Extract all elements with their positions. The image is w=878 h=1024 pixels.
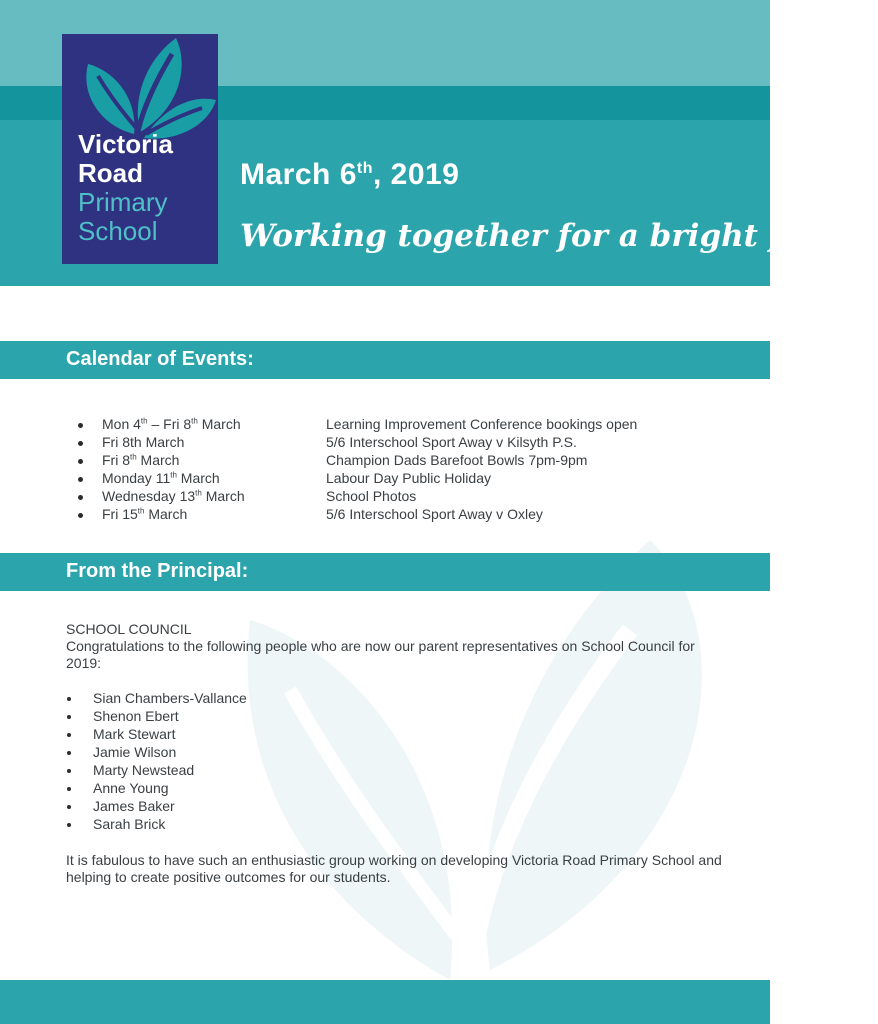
logo-line-3: Primary: [78, 187, 168, 217]
date-ordinal: th: [356, 160, 373, 177]
school-motto: Working together for a bright future: [240, 218, 878, 254]
event-date: Fri 8th March: [102, 434, 185, 450]
council-member: Marty Newstead: [66, 762, 726, 780]
event-date: Mon 4th – Fri 8th March: [102, 416, 241, 432]
principal-heading-band: [0, 553, 770, 591]
leaves-icon: [62, 34, 218, 144]
council-member: Shenon Ebert: [66, 708, 726, 726]
school-logo: [62, 34, 218, 264]
event-date: Monday 11th March: [102, 470, 220, 486]
event-item: [80, 506, 740, 524]
event-description: Learning Improvement Conference bookings open: [326, 416, 638, 432]
principal-heading: From the Principal:: [66, 560, 249, 582]
event-description: Labour Day Public Holiday: [326, 470, 491, 486]
newsletter-date: [240, 158, 459, 192]
event-description: School Photos: [326, 488, 417, 504]
event-item: [80, 488, 740, 506]
principal-closing: It is fabulous to have such an enthusiastic group working on developing Victoria Road Primary School and helping to create positive outcomes for our students.: [66, 852, 722, 885]
event-item: [80, 434, 740, 452]
council-member: Jamie Wilson: [66, 744, 726, 762]
logo-line-1: Victoria: [78, 129, 173, 159]
logo-line-4: School: [78, 216, 158, 246]
principal-content: [66, 621, 726, 886]
council-member: Mark Stewart: [66, 726, 726, 744]
council-subheading: SCHOOL COUNCIL: [66, 621, 192, 637]
event-item: [80, 416, 740, 434]
calendar-heading: Calendar of Events:: [66, 348, 254, 370]
council-member: Sian Chambers-Vallance: [66, 690, 726, 708]
events-list: [80, 416, 740, 524]
footer-band: [0, 980, 770, 1024]
calendar-heading-band: [0, 341, 770, 379]
date-main: March 6: [240, 158, 357, 191]
event-description: 5/6 Interschool Sport Away v Oxley: [326, 506, 543, 522]
event-date: Fri 8th March: [102, 452, 180, 468]
council-intro: Congratulations to the following people who are now our parent representatives on School Council for 2019:: [66, 638, 695, 671]
council-member: Anne Young: [66, 780, 726, 798]
logo-line-2: Road: [78, 158, 143, 188]
council-members-list: [66, 690, 726, 834]
event-description: Champion Dads Barefoot Bowls 7pm-9pm: [326, 452, 588, 468]
event-date: Fri 15th March: [102, 506, 188, 522]
school-name: [78, 130, 173, 246]
event-item: [80, 452, 740, 470]
event-description: 5/6 Interschool Sport Away v Kilsyth P.S.: [326, 434, 577, 450]
date-year: , 2019: [373, 158, 460, 191]
council-member: Sarah Brick: [66, 816, 726, 834]
event-date: Wednesday 13th March: [102, 488, 245, 504]
council-member: James Baker: [66, 798, 726, 816]
event-item: [80, 470, 740, 488]
